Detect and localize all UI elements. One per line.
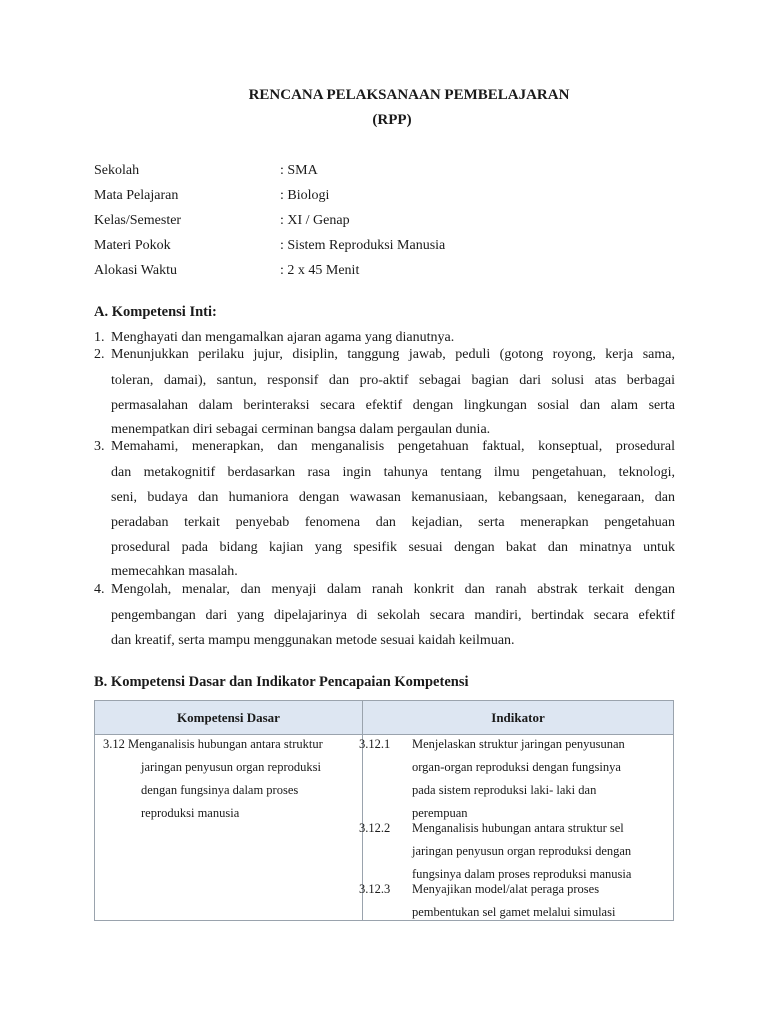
item-line: permasalahan dalam berinteraksi secara efektif dengan lingkungan sosial dan alam serta bbox=[111, 398, 675, 413]
indikator-line: jaringan penyusun organ reproduksi dengan bbox=[412, 844, 632, 858]
item-line: Menunjukkan perilaku jujur, disiplin, tanggung jawab, peduli (gotong royong, kerja sama, bbox=[111, 347, 675, 362]
info-label: Mata Pelajaran bbox=[94, 188, 179, 203]
item-number: 1. bbox=[94, 330, 105, 345]
info-label: Kelas/Semester bbox=[94, 213, 182, 228]
item-line: Mengolah, menalar, dan menyaji dalam ranah konkrit dan ranah abstrak terkait dengan bbox=[111, 582, 675, 597]
item-line: Memahami, menerapkan, dan menganalisis pengetahuan faktual, konseptual, prosedural bbox=[111, 439, 675, 454]
indikator-line: pada sistem reproduksi laki- laki dan bbox=[412, 783, 597, 797]
competency-table bbox=[94, 700, 674, 921]
info-label: Materi Pokok bbox=[94, 238, 171, 253]
item-line: dan metakognitif berdasarkan rasa ingin tahunya tentang ilmu pengetahuan, teknologi, bbox=[111, 465, 675, 480]
item-line: toleran, damai), santun, responsif dan pro-aktif sebagai bagian dari solusi atas berbagai bbox=[111, 373, 675, 388]
info-label: Alokasi Waktu bbox=[94, 263, 177, 278]
indikator-code: 3.12.2 bbox=[359, 821, 391, 835]
item-number: 2. bbox=[94, 347, 105, 362]
indikator-line: perempuan bbox=[412, 806, 468, 820]
section-a-heading: A. Kompetensi Inti: bbox=[94, 304, 217, 320]
indikator-line: Menjelaskan struktur jaringan penyusunan bbox=[412, 737, 625, 751]
item-number: 4. bbox=[94, 582, 105, 597]
info-label: Sekolah bbox=[94, 163, 140, 178]
info-value: : Sistem Reproduksi Manusia bbox=[280, 238, 446, 253]
kd-line: dengan fungsinya dalam proses bbox=[141, 783, 299, 797]
indikator-code: 3.12.3 bbox=[359, 882, 391, 896]
section-b-heading: B. Kompetensi Dasar dan Indikator Pencapaian Kompetensi bbox=[94, 674, 469, 690]
document-subtitle: (RPP) bbox=[372, 112, 412, 128]
kd-line: 3.12 Menganalisis hubungan antara struktur bbox=[103, 737, 323, 751]
item-number: 3. bbox=[94, 439, 105, 454]
info-value: : Biologi bbox=[280, 188, 330, 203]
indikator-line: Menyajikan model/alat peraga proses bbox=[412, 882, 600, 896]
item-line: peradaban terkait penyebab fenomena dan kejadian, serta menerapkan pengetahuan bbox=[111, 515, 675, 530]
item-line: dan kreatif, serta mampu menggunakan metode sesuai kaidah keilmuan. bbox=[111, 633, 515, 648]
kd-line: reproduksi manusia bbox=[141, 806, 240, 820]
item-line: Menghayati dan mengamalkan ajaran agama yang dianutnya. bbox=[111, 330, 455, 345]
column-header-indikator: Indikator bbox=[491, 710, 545, 725]
indikator-line: organ-organ reproduksi dengan fungsinya bbox=[412, 760, 621, 774]
indikator-line: pembentukan sel gamet melalui simulasi bbox=[412, 905, 616, 919]
item-line: seni, budaya dan humaniora dengan wawasan kemanusiaan, kebangsaan, kenegaraan, dan bbox=[111, 490, 675, 505]
indikator-code: 3.12.1 bbox=[359, 737, 391, 751]
item-line: menempatkan diri sebagai cerminan bangsa dalam pergaulan dunia. bbox=[111, 422, 491, 437]
info-value: : SMA bbox=[280, 163, 318, 178]
item-line: pengembangan dari yang dipelajarinya di sekolah secara mandiri, bertindak secara efektif bbox=[111, 608, 675, 623]
indikator-line: fungsinya dalam proses reproduksi manusia bbox=[412, 867, 632, 881]
column-header-kompetensi-dasar: Kompetensi Dasar bbox=[177, 710, 280, 725]
document-title: RENCANA PELAKSANAAN PEMBELAJARAN bbox=[248, 87, 570, 103]
table-header-row bbox=[95, 701, 673, 735]
info-value: : 2 x 45 Menit bbox=[280, 263, 360, 278]
indikator-line: Menganalisis hubungan antara struktur sel bbox=[412, 821, 624, 835]
kd-line: jaringan penyusun organ reproduksi bbox=[141, 760, 321, 774]
item-line: prosedural pada bidang kajian yang spesifik sesuai dengan bakat dan minatnya untuk bbox=[111, 540, 675, 555]
item-line: memecahkan masalah. bbox=[111, 564, 238, 579]
info-value: : XI / Genap bbox=[280, 213, 350, 228]
